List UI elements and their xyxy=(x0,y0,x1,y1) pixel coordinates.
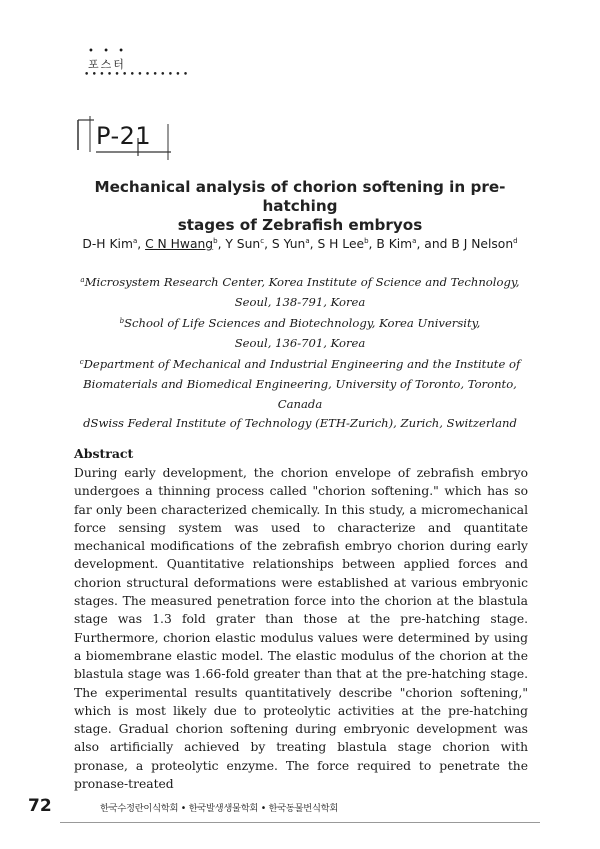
author-separator: , xyxy=(264,237,272,251)
abstract-body: During early development, the chorion envelope of zebrafish embryo undergoes a thinning process called "chorion softening." which has so far only been characterized chemically. In this study, a micromechanical force sensing system was used to characterize and quantitate mechanical modifications of the zebrafish embryo chorion during early development. Quantitative relationships between applied forces and chorion structural deformations were established at various embryonic stages. The measured penetration force into the chorion at the blastula stage was 1.3 fold grater than those at the pre-hatching stage. Furthermore, chorion elastic modulus values were determined by using a biomembrane elastic model. The elastic modulus of the chorion at the blastula stage was 1.66-fold greater than that at the pre-hatching stage. The experimental results quantitatively describe "chorion softening," which is most likely due to proteolytic activities at the pre-hatching stage. Gradual chorion softening during embryonic development was also artificially achieved by treating blastula stage chorion with pronase, a proteolytic enzyme. The force required to penetrate the pronase-treated xyxy=(74,466,528,792)
author-name: C N Hwang xyxy=(145,237,214,251)
author-name: Y Sun xyxy=(225,237,261,251)
author-separator: , xyxy=(137,237,146,251)
affiliation-mark: a xyxy=(80,276,85,284)
author-affiliation-mark: c xyxy=(260,237,265,245)
author-name: D-H Kim xyxy=(82,237,133,251)
author-affiliation-mark: b xyxy=(364,237,369,245)
affiliation-text: Seoul, 138-791, Korea xyxy=(234,294,366,309)
author-list xyxy=(60,233,540,252)
author-affiliation-mark: a xyxy=(305,237,310,245)
dotted-rule: •••••••••••••• xyxy=(84,70,191,80)
affiliation-line xyxy=(60,375,540,395)
affiliation-text: Canada xyxy=(277,396,323,411)
affiliation-text: Biomaterials and Biomedical Engineering, University of Toronto, Toronto, xyxy=(83,376,517,391)
affiliation-line xyxy=(60,271,540,293)
affiliation-mark: b xyxy=(119,317,125,326)
affiliation-line xyxy=(60,353,540,375)
paper-title xyxy=(60,178,540,235)
affiliation-line xyxy=(60,414,540,434)
affiliation-text: Microsystem Research Center, Korea Institute of Science and Technology, xyxy=(84,275,520,289)
footer-societies: 한국수정란이식학회 • 한국발생생물학회 • 한국동물번식학회 xyxy=(100,803,339,814)
author-affiliation-mark: a xyxy=(412,237,417,245)
author-affiliation-mark: d xyxy=(513,237,518,245)
affiliation-text: dSwiss Federal Institute of Technology (ETH-Zurich), Zurich, Switzerland xyxy=(83,416,517,431)
author-affiliation-mark: b xyxy=(213,237,218,245)
affiliation-line xyxy=(60,312,540,334)
author-name: S Yun xyxy=(271,237,306,251)
affiliation-line xyxy=(60,293,540,313)
affiliation-text: School of Life Sciences and Biotechnology, Korea University, xyxy=(124,316,481,331)
author-separator: , xyxy=(309,237,318,251)
affiliation-text: Seoul, 136-701, Korea xyxy=(234,335,366,350)
affiliation-line xyxy=(60,334,540,354)
poster-code: P-21 xyxy=(96,122,152,150)
affiliation-text: Department of Mechanical and Industrial Engineering and the Institute of xyxy=(83,357,521,372)
poster-id-box xyxy=(76,112,176,162)
affiliation-mark: c xyxy=(79,358,84,367)
title-line-1: Mechanical analysis of chorion softening in pre-hatching xyxy=(94,178,506,215)
author-separator: , xyxy=(368,237,377,251)
author-affiliation-mark: a xyxy=(132,237,138,245)
footer-rule xyxy=(60,822,540,823)
abstract-heading: Abstract xyxy=(74,446,134,461)
section-dots: • • • xyxy=(88,46,128,57)
title-line-2: stages of Zebrafish embryos xyxy=(177,216,423,234)
author-name: B J Nelson xyxy=(451,237,514,251)
author-separator: , xyxy=(217,237,226,251)
affiliation-list xyxy=(60,271,540,434)
section-label: 포스터 xyxy=(88,58,126,71)
affiliation-line xyxy=(60,395,540,415)
author-name: S H Lee xyxy=(317,237,365,251)
page-number: 72 xyxy=(28,796,52,816)
author-separator: , and xyxy=(416,237,452,251)
author-name: B Kim xyxy=(376,237,413,251)
